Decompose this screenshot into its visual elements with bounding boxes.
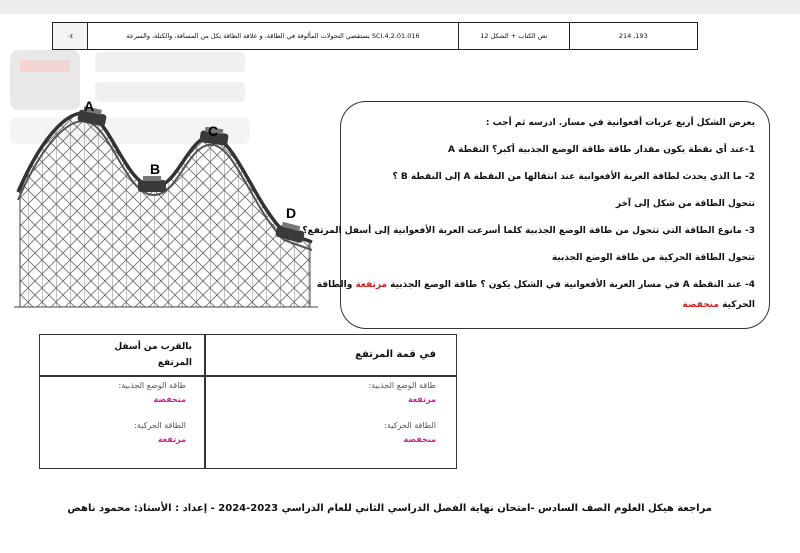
left-kinetic-value: مرتفعة (157, 435, 186, 444)
answer-low: منخفضة (682, 300, 719, 310)
questions-box (302, 101, 770, 329)
question-4-line2 (682, 300, 755, 310)
answer-high: مرتفعة (355, 280, 388, 290)
top-strip (0, 0, 800, 14)
label-b: B (150, 161, 161, 177)
label-a: A (84, 98, 95, 114)
question-4-text-mid: والطاقة (316, 280, 356, 290)
right-kinetic-label: الطاقة الحركية: (384, 421, 436, 430)
header-cell-pages: 193, 214 (569, 23, 697, 49)
question-4 (317, 280, 755, 290)
header-cell-standard: SCI.4.2.01.016 يستقصي التحولات المألوفة في الطاقة، و علاقة الطاقة بكل من المسافة، والكتلة، والسرعة (87, 23, 458, 49)
left-potential-value: منخفضة (153, 395, 186, 404)
question-2: 2- ما الذي يحدث لطاقة العربة الأفعوانية عند انتقالها من النقطة A إلى النقطة B ؟ (392, 172, 755, 182)
answer-2: تتحول الطاقة من شكل إلى آخر (615, 199, 755, 209)
car-b (138, 176, 166, 192)
left-potential-label: طاقة الوضع الجذبية: (118, 381, 186, 390)
question-intro: يعرض الشكل أربع عربات أفعوانية في مسار. ادرسه ثم أجب : (485, 118, 755, 128)
right-potential-label: طاقة الوضع الجذبية: (368, 381, 436, 390)
table-divider-vertical (204, 335, 206, 468)
right-kinetic-value: منخفضة (403, 435, 436, 444)
question-4-text: 4- عند النقطة A في مسار العربة الأفعوانية في الشكل يكون ؟ طاقة الوضع الجذبية (387, 280, 755, 290)
question-3: 3- مانوع الطاقة التي تتحول من طاقة الوضع الجذبية كلما أسرعت العربة الأفعوانية إلى أسفل المرتفع؟ (302, 226, 755, 236)
header-cell-source: نص الكتاب + الشكل 12 (458, 23, 568, 49)
label-c: C (208, 123, 219, 139)
right-potential-value: مرتفعة (407, 395, 436, 404)
page-footer: مراجعة هيكل العلوم الصف السادس -امتحان نهاية الفصل الدراسي الثاني للعام الدراسي 2023-2024 - إعداد : الأستاذ: محمود ناهض (67, 503, 712, 514)
question-1: 1-عند أي نقطة يكون مقدار طاقة طاقة الوضع الجذبية أكبر؟ النقطة A (447, 145, 755, 155)
header-top-of-hill: في قمة المرتفع (355, 349, 436, 360)
table-divider-horizontal (40, 375, 456, 377)
header-cell-number: ٠٤ (53, 23, 87, 49)
question-4-text-2: الحركية (718, 300, 755, 310)
answer-3: تتحول الطاقة الحركية من طاقة الوضع الجذبية (551, 253, 755, 263)
label-d: D (286, 205, 297, 221)
roller-coaster-diagram (14, 92, 318, 312)
left-kinetic-label: الطاقة الحركية: (134, 421, 186, 430)
energy-table (39, 334, 457, 469)
header-bottom-of-hill: بالقرب من أسفل المرتفع (114, 342, 192, 368)
